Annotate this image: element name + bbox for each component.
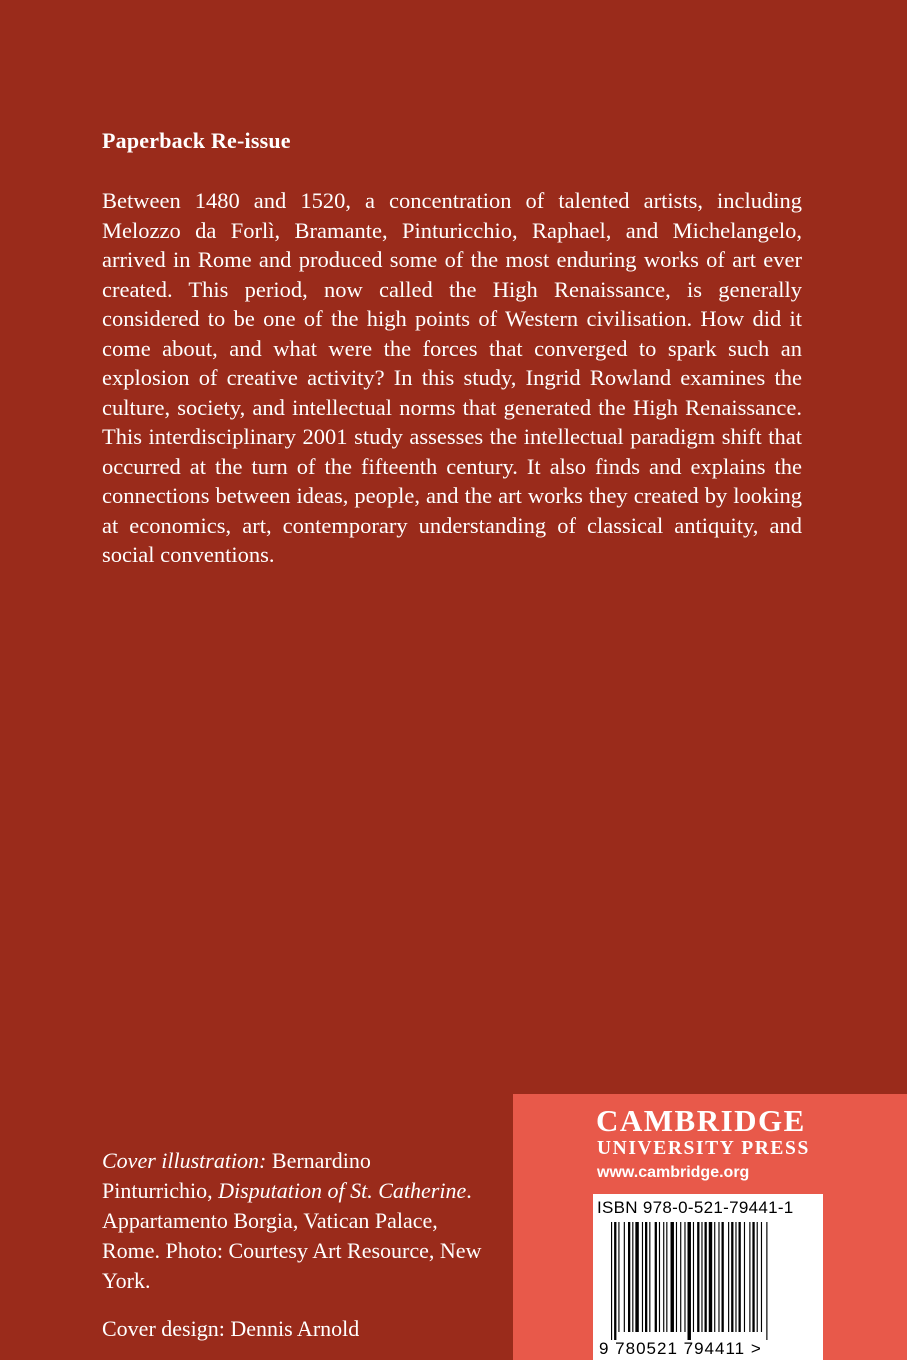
design-credit: Cover design: Dennis Arnold — [102, 1316, 360, 1341]
barcode-bar — [761, 1222, 762, 1332]
barcode-bar — [676, 1222, 677, 1332]
barcode-bar — [655, 1222, 657, 1332]
barcode-bar — [744, 1222, 745, 1332]
publisher-panel — [513, 1094, 907, 1360]
barcode-bar — [614, 1222, 616, 1340]
illustration-details: . Appartamento Borgia, Vatican Palace, Rome. Photo: Courtesy Art Resource, New York. — [102, 1178, 482, 1293]
barcode-bar — [701, 1222, 702, 1332]
barcode-bars — [593, 1194, 823, 1360]
barcode-bar — [680, 1222, 681, 1332]
barcode-bar — [728, 1222, 729, 1332]
barcode-bar — [642, 1222, 643, 1332]
illustration-artist: Bernardino Pinturrichio, — [102, 1148, 371, 1203]
barcode-bar — [718, 1222, 719, 1332]
illustration-title: Disputation of St. Catherine — [218, 1178, 467, 1203]
barcode-bar — [624, 1222, 625, 1332]
barcode-bar — [645, 1222, 647, 1332]
barcode-bar — [635, 1222, 638, 1332]
barcode-bar — [739, 1222, 741, 1332]
barcode-bar — [659, 1222, 660, 1332]
edition-heading: Paperback Re-issue — [102, 128, 291, 153]
illustration-credit — [102, 1146, 482, 1296]
cover-credits — [102, 1146, 482, 1344]
barcode-bar — [705, 1222, 707, 1332]
barcode-bar — [611, 1222, 612, 1340]
barcode-bar — [697, 1222, 699, 1332]
barcode-bar — [752, 1222, 754, 1332]
barcode-bar — [663, 1222, 664, 1332]
barcode-bar — [766, 1222, 767, 1340]
barcode-bar — [618, 1222, 619, 1332]
barcode-bar — [684, 1222, 685, 1332]
publisher-url: www.cambridge.org — [597, 1164, 750, 1181]
barcode-bar — [749, 1222, 750, 1332]
book-description: Between 1480 and 1520, a concentration of talented artists, including Melozzo da Forlì, Bramante, Pinturicchio, Raphael, and Michelangelo, arrived in Rome and produced some of the most enduring works of art ever created. This period, now called the High Renaissance, is generally considered to be one of the high points of Western civilisation. How did it come about, and what were the forces that converged to spark such an explosion of creative activity? In this study, Ingrid Rowland examines the culture, society, and intellectual norms that generated the High Renaissance. This interdisciplinary 2001 study assesses the intellectual paradigm shift that occurred at the turn of the fifteenth century. It also finds and explains the connections between ideas, people, and the art works they created by looking at economics, art, contemporary understanding of classical antiquity, and social conventions. — [102, 188, 802, 567]
barcode-bar — [714, 1222, 715, 1332]
barcode-bar — [688, 1222, 691, 1340]
barcode-bar — [693, 1222, 694, 1332]
publisher-press: UNIVERSITY PRESS — [597, 1138, 810, 1159]
barcode — [593, 1194, 823, 1360]
barcode-bar — [671, 1222, 674, 1332]
isbn-label: ISBN 978-0-521-79441-1 — [597, 1198, 794, 1217]
barcode-bar — [731, 1222, 733, 1332]
publisher-name: CAMBRIDGE — [596, 1103, 806, 1138]
barcode-bar — [632, 1222, 633, 1332]
barcode-bar — [735, 1222, 736, 1332]
barcode-bar — [628, 1222, 630, 1332]
barcode-bar — [722, 1222, 724, 1332]
barcode-bar — [709, 1222, 712, 1332]
illustration-label: Cover illustration: — [102, 1148, 267, 1173]
barcode-bar — [666, 1222, 667, 1332]
barcode-bar — [649, 1222, 650, 1332]
barcode-digits: 9 780521 794411 > — [599, 1339, 762, 1358]
barcode-bar — [757, 1222, 758, 1332]
